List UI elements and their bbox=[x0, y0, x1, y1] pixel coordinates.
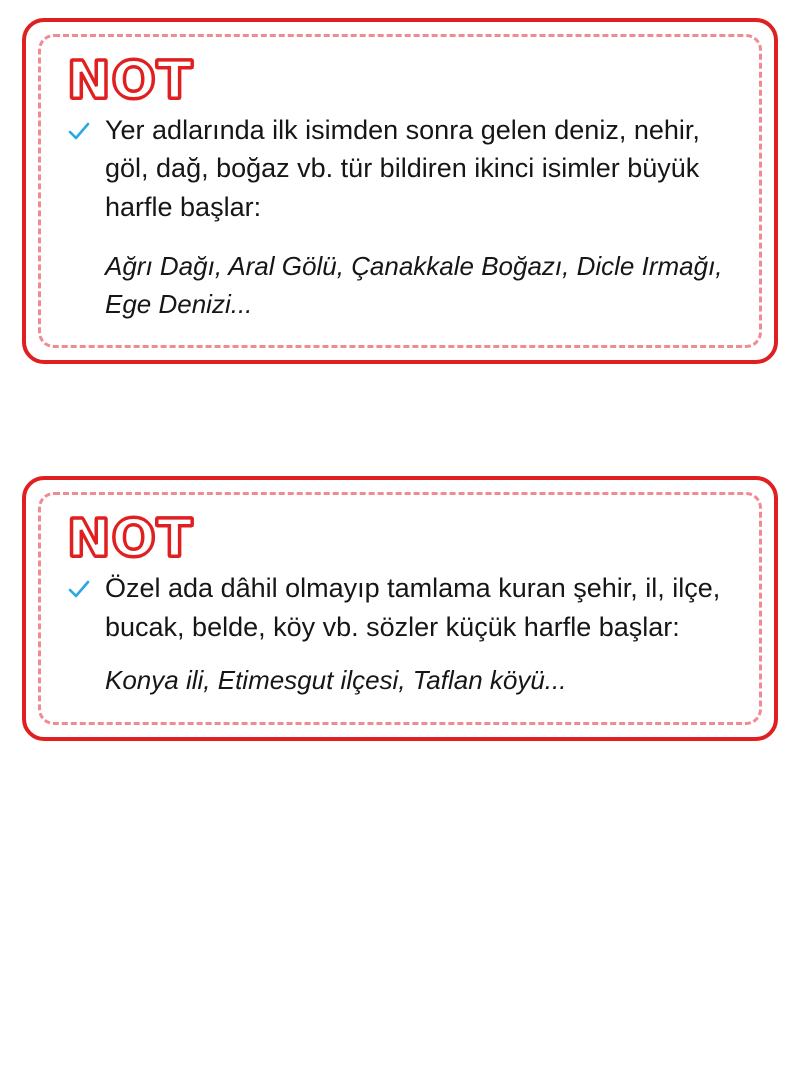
note-examples: Konya ili, Etimesgut ilçesi, Taflan köyü... bbox=[105, 665, 567, 696]
note-card bbox=[22, 18, 778, 364]
check-icon bbox=[67, 575, 91, 605]
note-inner-frame bbox=[38, 492, 762, 724]
note-title: NOT bbox=[67, 51, 194, 111]
note-rule-row bbox=[67, 569, 733, 646]
note-rule-text: Özel ada dâhil olmayıp tamlama kuran şehir, il, ilçe, bucak, belde, köy vb. sözler küçük harfle başlar: bbox=[105, 573, 721, 642]
note-examples: Ağrı Dağı, Aral Gölü, Çanakkale Boğazı, Dicle Irmağı, Ege Denizi... bbox=[105, 250, 723, 319]
note-inner-frame bbox=[38, 34, 762, 348]
note-rule-row bbox=[67, 111, 733, 226]
note-title: NOT bbox=[67, 509, 194, 570]
note-rule-text: Yer adlarında ilk isimden sonra gelen deniz, nehir, göl, dağ, boğaz vb. tür bildiren ikinci isimler büyük harfle başlar: bbox=[105, 115, 700, 222]
check-icon bbox=[67, 117, 91, 147]
note-card bbox=[22, 476, 778, 740]
